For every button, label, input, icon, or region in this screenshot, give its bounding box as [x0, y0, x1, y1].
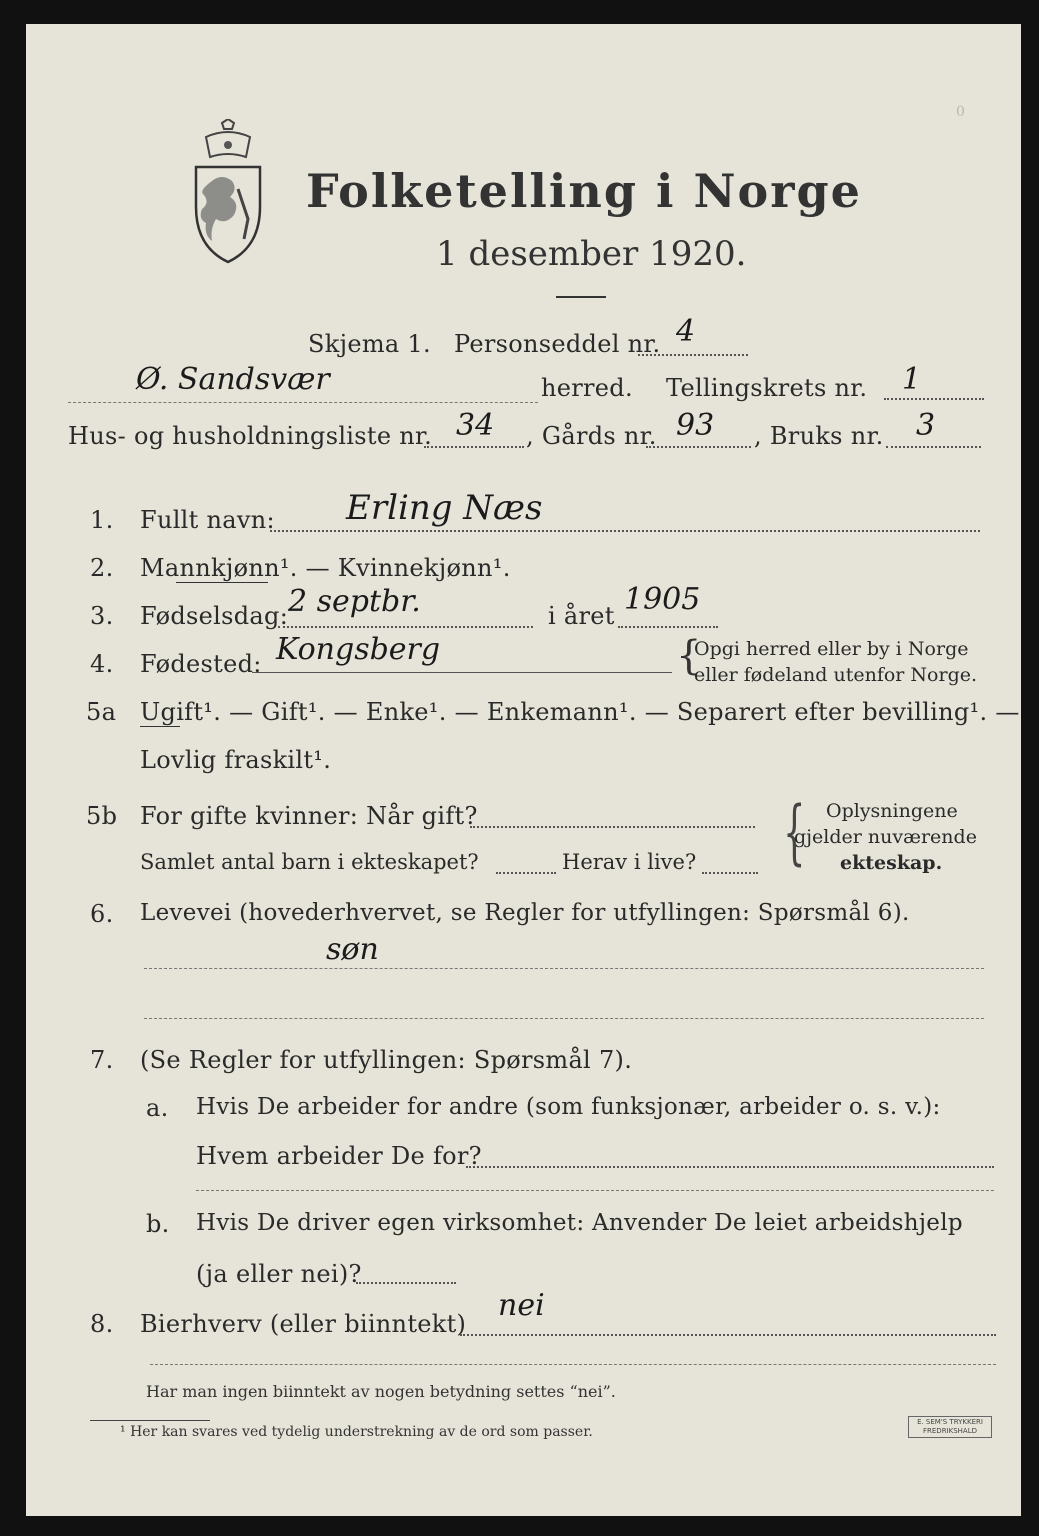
footnote-divider	[90, 1420, 210, 1421]
herred-line	[68, 402, 538, 403]
q7a-line-2	[196, 1190, 994, 1191]
q4-line	[252, 672, 672, 673]
schema-label: Skjema 1.	[308, 330, 431, 358]
q2-underline	[176, 582, 268, 583]
q8-number: 8.	[90, 1310, 114, 1338]
bruks-line	[886, 446, 981, 448]
q7a-line	[466, 1166, 994, 1168]
tellingskrets-label: Tellingskrets nr.	[666, 374, 868, 402]
herred-label: herred.	[541, 374, 633, 402]
herred-value: Ø. Sandsvær	[136, 362, 330, 397]
q5b-note-2: gjelder nuværende	[794, 826, 977, 848]
q5b-brace: {	[783, 791, 806, 873]
q5b-label-3: Herav i live?	[562, 850, 697, 874]
q3-year-label: i året	[548, 602, 615, 630]
hus-label: Hus- og husholdningsliste nr.	[68, 422, 433, 450]
q3-number: 3.	[90, 602, 114, 630]
q7-number: 7.	[90, 1046, 114, 1074]
footnote: ¹ Her kan svares ved tydelig understrekning av de ord som passer.	[120, 1424, 593, 1440]
hus-value: 34	[456, 408, 495, 443]
q7b-number: b.	[146, 1210, 170, 1238]
header-divider	[556, 296, 606, 298]
q1-value: Erling Næs	[346, 488, 543, 528]
q7-label: (Se Regler for utfyllingen: Spørsmål 7).	[140, 1046, 633, 1074]
norway-coat-of-arms-icon	[188, 119, 268, 269]
q4-number: 4.	[90, 650, 114, 678]
q5b-married-line	[470, 826, 755, 828]
personseddel-line	[638, 354, 748, 356]
q3-year-value: 1905	[624, 582, 701, 617]
q8-line-2	[150, 1364, 996, 1365]
form-title: Folketelling i Norge	[306, 164, 862, 218]
q6-line-1	[144, 968, 984, 969]
q5a-label: Ugift¹. — Gift¹. — Enke¹. — Enkemann¹. — Separert efter bevilling¹. —	[140, 698, 1020, 726]
bruks-label: , Bruks nr.	[754, 422, 884, 450]
q2-number: 2.	[90, 554, 114, 582]
q4-brace: {	[676, 633, 702, 679]
q6-label: Levevei (hovederhvervet, se Regler for utfyllingen: Spørsmål 6).	[140, 900, 910, 926]
gards-line	[646, 446, 751, 448]
personseddel-label: Personseddel nr.	[454, 330, 661, 358]
printer-stamp: E. SEM'S TRYKKERI FREDRIKSHALD	[908, 1416, 992, 1438]
q6-value: søn	[326, 932, 379, 967]
q5a-label-2: Lovlig fraskilt¹.	[140, 746, 332, 774]
q8-value: nei	[498, 1288, 545, 1323]
q5b-alive-line	[702, 872, 758, 874]
q7b-label-2: (ja eller nei)?	[196, 1260, 362, 1288]
q5b-label-2: Samlet antal barn i ekteskapet?	[140, 850, 479, 874]
q5b-note-1: Oplysningene	[826, 800, 958, 822]
gards-label: , Gårds nr.	[526, 422, 657, 450]
q3-year-line	[618, 626, 718, 628]
q5b-children-line	[496, 872, 556, 874]
q7b-label: Hvis De driver egen virksomhet: Anvender De leiet arbeidshjelp	[196, 1210, 963, 1236]
q7a-label-2: Hvem arbeider De for?	[196, 1142, 482, 1170]
q1-number: 1.	[90, 506, 114, 534]
personseddel-value: 4	[676, 314, 696, 349]
q4-label: Fødested:	[140, 650, 262, 678]
census-form: 0 Folketelling i Norge 1 desember 1920. Skjema 1. Personseddel nr. 4 Ø. Sandsvær herred. Tellingskrets nr. 1 Hus- og husholdningsliste nr. 34 , Gårds nr. 93 , Bruks nr. 3 1. Fullt navn: Erling Næs 2. Mannkjønn¹. — Kvinnekjønn¹. 3. Fødselsdag: 2 septbr. i året 1905 4. Fødested: Kongsberg { Opgi herred eller by i Norge eller fødeland utenfor Norge. 5a Ugift¹. — Gift¹. — Enke¹. — Enkemann¹. — Separert efter bevilling¹. — Lovlig fraskilt¹. 5b For gifte kvinner: Når gift? Samlet antal barn i ekteskapet? Herav i live? { Oplysningene gjelder nuværende ekteskap. 6. Levevei (hovederhvervet, se Regler for utfyllingen: Spørsmål 6). søn 7. (Se Regler for utfyllingen: Spørsmål 7). a. Hvis De arbeider for andre (som funksjonær, arbeider o. s. v.): Hvem arbeider De for? b. Hvis De driver egen virksomhet: Anvender De leiet arbeidshjelp (ja eller nei)? 8. Bierhverv (eller biinntekt) nei Har man ingen biinntekt av nogen betydning settes “nei”. ¹ Her kan svares ved tydelig understrekning av de ord som passer. E. SEM'S TRYKKERI FREDRIKSHALD	[26, 24, 1021, 1516]
tellingskrets-line	[884, 398, 984, 400]
bruks-value: 3	[916, 408, 936, 443]
census-date: 1 desember 1920.	[436, 234, 747, 274]
q1-line	[270, 530, 980, 532]
q5b-number: 5b	[86, 802, 118, 830]
q5b-label: For gifte kvinner: Når gift?	[140, 802, 478, 830]
q5a-number: 5a	[86, 698, 117, 726]
q7a-number: a.	[146, 1094, 169, 1122]
tellingskrets-value: 1	[902, 362, 922, 397]
q4-value: Kongsberg	[276, 632, 441, 667]
q3-label: Fødselsdag:	[140, 602, 289, 630]
q8-note: Har man ingen biinntekt av nogen betydning settes “nei”.	[146, 1382, 616, 1401]
q6-line-2	[144, 1018, 984, 1019]
q6-number: 6.	[90, 900, 114, 928]
q2-label: Mannkjønn¹. — Kvinnekjønn¹.	[140, 554, 511, 582]
q7a-label: Hvis De arbeider for andre (som funksjonær, arbeider o. s. v.):	[196, 1094, 941, 1120]
q3-line	[278, 626, 533, 628]
q5a-underline	[140, 726, 180, 727]
hus-line	[424, 446, 524, 448]
q8-line	[460, 1334, 996, 1336]
q4-note-2: eller fødeland utenfor Norge.	[694, 664, 978, 686]
q8-label: Bierhverv (eller biinntekt)	[140, 1310, 467, 1338]
q4-note-1: Opgi herred eller by i Norge	[694, 638, 969, 660]
gards-value: 93	[676, 408, 715, 443]
q1-label: Fullt navn:	[140, 506, 275, 534]
q7b-line	[356, 1282, 456, 1284]
q5b-note-3: ekteskap.	[840, 852, 943, 874]
q3-value: 2 septbr.	[288, 584, 421, 619]
